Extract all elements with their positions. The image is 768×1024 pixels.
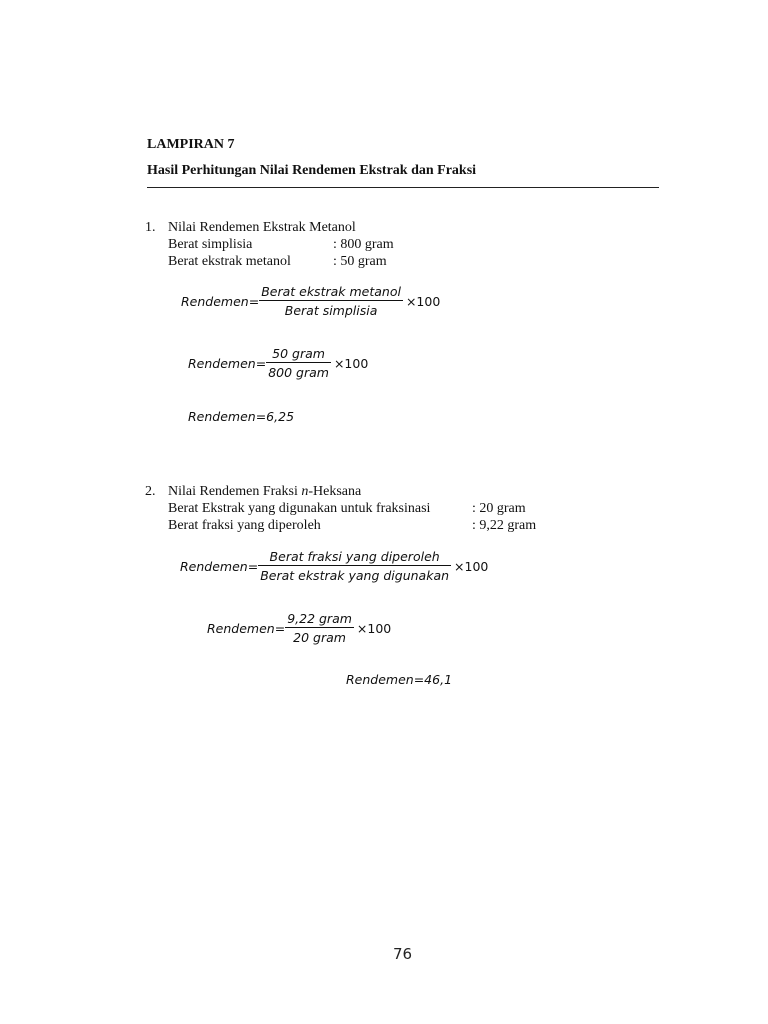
section1-row1-value: : 800 gram (333, 237, 394, 252)
formula-numerator: Berat ekstrak metanol (261, 284, 401, 299)
formula-lhs: Rendemen= (188, 355, 267, 371)
formula-numerator: 9,22 gram (287, 611, 352, 626)
formula-lhs: Rendemen= (180, 558, 259, 574)
formula-denominator: Berat ekstrak yang digunakan (260, 568, 450, 583)
formula-lhs: Rendemen= (181, 293, 260, 309)
formula-lhs: Rendemen= (207, 620, 286, 636)
formula-multiplier: ×100 (454, 558, 489, 574)
section1-result: Rendemen=6,25 (188, 409, 295, 424)
formula-denominator: 20 gram (293, 630, 346, 645)
formula-fraction (285, 611, 354, 645)
section2-heading-text: Nilai Rendemen Fraksi (168, 484, 302, 499)
section2-row1-label: Berat Ekstrak yang digunakan untuk fraksinasi (168, 501, 431, 516)
section1-formula-general (181, 284, 440, 318)
section2-row2-value: : 9,22 gram (472, 518, 537, 533)
section2-row1-value: : 20 gram (472, 501, 526, 516)
header-divider (147, 187, 659, 188)
formula-denominator: Berat simplisia (284, 303, 378, 318)
section2-number: 2. (145, 484, 156, 499)
section2-heading (168, 484, 361, 500)
section2-result: Rendemen=46,1 (346, 672, 453, 687)
section2-heading-italic: n (301, 484, 309, 499)
section1-row2-value: : 50 gram (333, 254, 387, 269)
section2-row2-label: Berat fraksi yang diperoleh (168, 518, 321, 533)
section1-heading: Nilai Rendemen Ekstrak Metanol (168, 220, 356, 235)
section1-number: 1. (145, 220, 156, 235)
appendix-subtitle: Hasil Perhitungan Nilai Rendemen Ekstrak dan Fraksi (147, 163, 477, 178)
formula-multiplier: ×100 (405, 293, 441, 309)
section2-formula-general (180, 549, 488, 583)
formula-fraction (259, 284, 403, 318)
formula-fraction (258, 549, 451, 583)
section2-heading-suffix: -Heksana (308, 484, 362, 499)
formula-numerator: Berat fraksi yang diperoleh (258, 549, 451, 566)
section1-formula-substituted (188, 346, 368, 380)
section1-row1-label: Berat simplisia (168, 237, 253, 252)
formula-denominator: 800 gram (268, 365, 329, 380)
formula-multiplier: ×100 (333, 355, 369, 371)
formula-multiplier: ×100 (356, 620, 392, 636)
appendix-title: LAMPIRAN 7 (147, 137, 235, 152)
formula-fraction (266, 346, 331, 380)
section1-row2-label: Berat ekstrak metanol (168, 254, 291, 269)
formula-numerator: 50 gram (266, 346, 331, 363)
page-number: 76 (393, 945, 413, 963)
section2-formula-substituted (207, 611, 391, 645)
